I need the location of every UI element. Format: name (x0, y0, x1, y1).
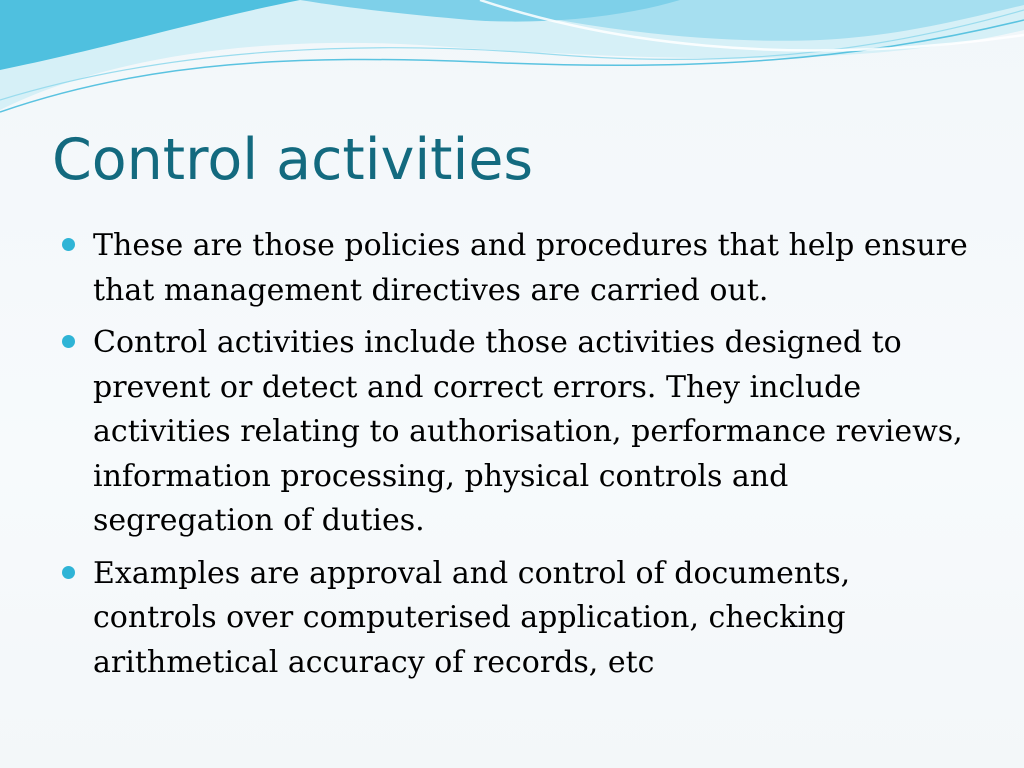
header-wave-decoration (0, 0, 1024, 140)
bullet-text: These are those policies and procedures that help ensure that management directives are carried out. (93, 228, 968, 308)
bullet-dot-icon (62, 566, 75, 579)
bullet-text: Control activities include those activities designed to prevent or detect and correct errors. They include activities relating to authorisation, performance reviews, information processing, physical controls and segregation of duties. (93, 325, 963, 538)
bullet-dot-icon (62, 335, 75, 348)
bullet-dot-icon (62, 238, 75, 251)
bullet-list (62, 224, 972, 693)
bullet-item-2 (62, 321, 972, 544)
bullet-item-3 (62, 552, 972, 686)
bullet-item-1 (62, 224, 972, 313)
slide-title: Control activities (52, 127, 534, 193)
bullet-text: Examples are approval and control of documents, controls over computerised application, checking arithmetical accuracy of records, etc (93, 555, 851, 680)
